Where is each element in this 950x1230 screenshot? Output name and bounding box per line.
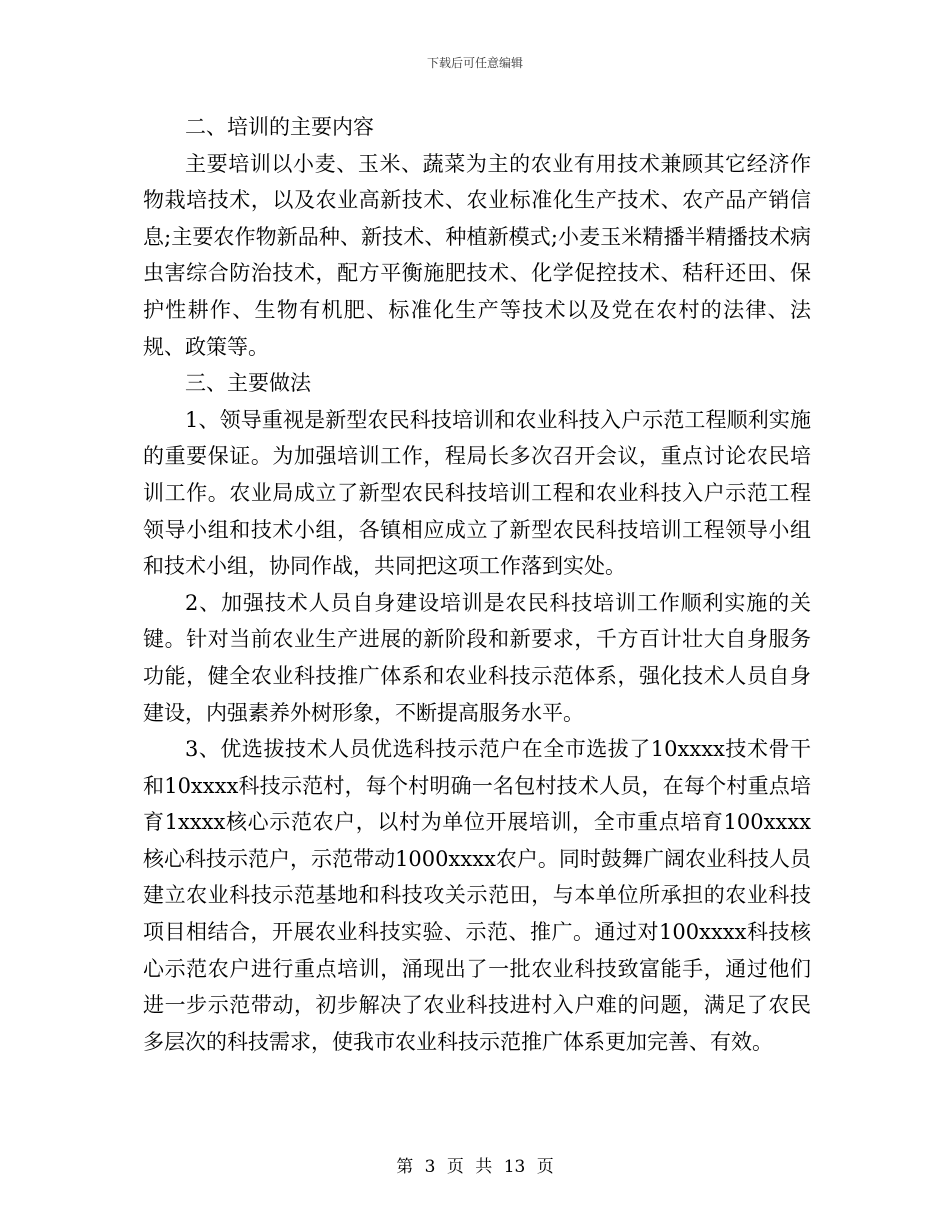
section-heading-training-content: 二、培训的主要内容 (185, 115, 374, 139)
page-header: 下载后可任意编辑 (426, 56, 523, 70)
paragraph-leadership: 1、领导重视是新型农民科技培训和农业科技入户示范工程顺利实施的重要保证。为加强培训工作，程局长多次召开会议，重点讨论农民培训工作。农业局成立了新型农民科技培训工程和农业科技入户示范工程领导小组和技术小组，各镇相应成立了新型农民科技培训工程领导小组和技术小组，协同作战，共同把这项工作落到实处。 (143, 407, 811, 579)
paragraph-demonstration-households: 3、优选拔技术人员优选科技示范户在全市选拔了10xxxx技术骨干和10xxxx科技示范村，每个村明确一名包村技术人员，在每个村重点培育1xxxx核心示范农户，以村为单位开展培训，全市重点培育100xxxx核心科技示范户，示范带动1000xxxx农户。同时鼓舞广阔农业科技人员建立农业科技示范基地和科技攻关示范田，与本单位所承担的农业科技项目相结合，开展农业科技实验、示范、推广。通过对100xxxx科技核心示范农户进行重点培训，涌现出了一批农业科技致富能手，通过他们进一步示范带动，初步解决了农业科技进村入户难的问题，满足了农民多层次的科技需求，使我市农业科技示范推广体系更加完善、有效。 (143, 737, 811, 1054)
page-number: 第 3 页 共 13 页 (396, 1157, 554, 1177)
section-heading-main-methods: 三、主要做法 (185, 371, 311, 396)
paragraph-technician-training: 2、加强技术人员自身建设培训是农民科技培训工作顺利实施的关键。针对当前农业生产进展的新阶段和新要求，千方百计壮大自身服务功能，健全农业科技推广体系和农业科技示范体系，强化技术人员自身建设，内强素养外树形象，不断提高服务水平。 (143, 590, 811, 725)
paragraph-training-content: 主要培训以小麦、玉米、蔬菜为主的农业有用技术兼顾其它经济作物栽培技术，以及农业高新技术、农业标准化生产技术、农产品产销信息;主要农作物新品种、新技术、种植新模式;小麦玉米精播半精播技术病虫害综合防治技术，配方平衡施肥技术、化学促控技术、秸秆还田、保护性耕作、生物有机肥、标准化生产等技术以及党在农村的法律、法规、政策等。 (143, 151, 811, 359)
document-body (143, 109, 811, 1060)
